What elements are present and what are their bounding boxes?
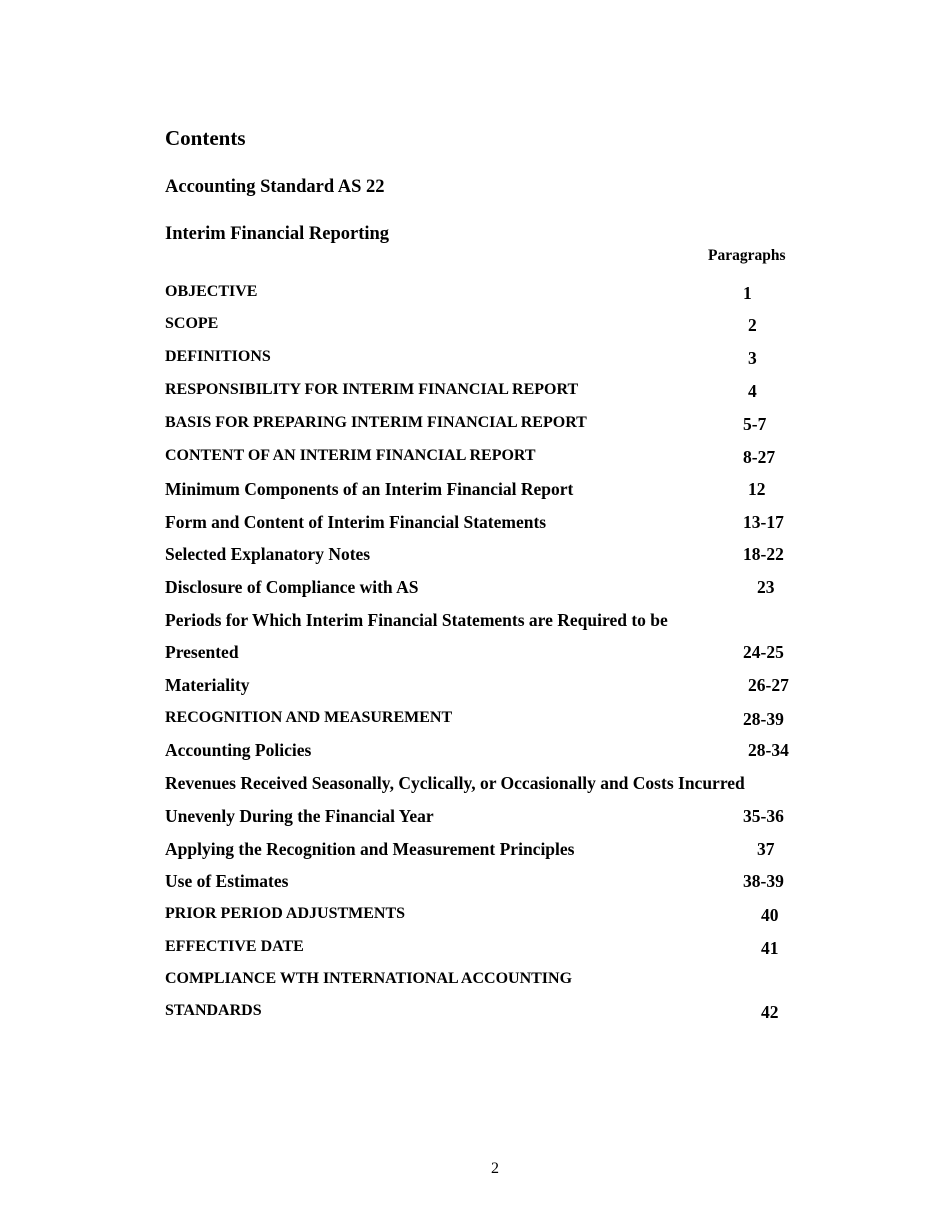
toc-entry-disclosure [165,577,845,599]
toc-entry-paragraph: 4 [748,381,757,401]
toc-entry-label: PRIOR PERIOD ADJUSTMENTS [165,905,406,922]
toc-entry-label: SCOPE [165,315,219,332]
toc-entry-compliance [165,970,845,992]
toc-entry-paragraph: 24-25 [743,642,784,662]
toc-entry-accounting-policies [165,740,845,762]
toc-entry-label: Use of Estimates [165,871,289,891]
toc-entry-presented [165,642,845,664]
toc-entry-revenues [165,773,845,795]
toc-entry-label: OBJECTIVE [165,283,258,300]
toc-entry-label: EFFECTIVE DATE [165,938,304,955]
toc-entry-paragraph: 13-17 [743,512,784,532]
toc-entry-scope [165,315,845,337]
toc-entry-label: CONTENT OF AN INTERIM FINANCIAL REPORT [165,447,536,464]
toc-entry-paragraph: 8-27 [743,447,776,467]
toc-entry-label: STANDARDS [165,1002,262,1019]
toc-entry-periods [165,610,845,632]
toc-entry-materiality [165,675,845,697]
toc-entry-estimates [165,871,845,893]
toc-entry-paragraph: 42 [761,1002,779,1022]
toc-entry-objective [165,283,845,305]
toc-entry-paragraph: 28-39 [743,709,784,729]
toc-entry-paragraph: 41 [761,938,779,958]
toc-entry-label: DEFINITIONS [165,348,271,365]
toc-entry-applying-principles [165,839,845,861]
toc-entry-label: RECOGNITION AND MEASUREMENT [165,709,453,726]
toc-entry-label: BASIS FOR PREPARING INTERIM FINANCIAL REPORT [165,414,587,431]
toc-entry-unevenly [165,806,845,828]
toc-entry-label: RESPONSIBILITY FOR INTERIM FINANCIAL REPORT [165,381,579,398]
toc-entry-recognition [165,709,845,731]
toc-entry-paragraph: 35-36 [743,806,784,826]
subject-title: Interim Financial Reporting [165,224,390,244]
toc-entry-paragraph: 40 [761,905,779,925]
toc-entry-label: Revenues Received Seasonally, Cyclically, or Occasionally and Costs Incurred [165,773,745,793]
toc-entry-definitions [165,348,845,370]
toc-entry-label: Disclosure of Compliance with AS [165,577,419,597]
toc-entry-paragraph: 5-7 [743,414,767,434]
toc-entry-form-and-content [165,512,845,534]
paragraphs-column-header: Paragraphs [708,247,786,264]
toc-entry-label: Selected Explanatory Notes [165,544,371,564]
page-number: 2 [491,1160,499,1177]
standard-title: Accounting Standard AS 22 [165,177,385,197]
toc-entry-explanatory-notes [165,544,845,566]
toc-entry-paragraph: 12 [748,479,766,499]
toc-entry-paragraph: 23 [757,577,775,597]
toc-entry-label: Periods for Which Interim Financial Statements are Required to be [165,610,668,630]
toc-entry-paragraph: 3 [748,348,757,368]
toc-entry-paragraph: 28-34 [748,740,789,760]
toc-entry-content [165,447,845,469]
toc-entry-label: Applying the Recognition and Measurement Principles [165,839,575,859]
toc-entry-paragraph: 2 [748,315,757,335]
toc-entry-paragraph: 37 [757,839,775,859]
toc-entry-minimum-components [165,479,845,501]
toc-entry-label: Form and Content of Interim Financial Statements [165,512,547,532]
toc-entry-standards [165,1002,845,1024]
toc-entry-label: COMPLIANCE WTH INTERNATIONAL ACCOUNTING [165,970,573,987]
toc-entry-paragraph: 38-39 [743,871,784,891]
toc-entry-responsibility [165,381,845,403]
toc-entry-paragraph: 18-22 [743,544,784,564]
toc-entry-effective-date [165,938,845,960]
toc-entry-basis [165,414,845,436]
toc-entry-prior-period [165,905,845,927]
toc-entry-label: Presented [165,642,239,662]
toc-entry-paragraph: 1 [743,283,752,303]
toc-entry-label: Materiality [165,675,250,695]
toc-entry-label: Unevenly During the Financial Year [165,806,434,826]
page-title: Contents [165,126,246,150]
toc-entry-label: Accounting Policies [165,740,312,760]
toc-entry-label: Minimum Components of an Interim Financial Report [165,479,574,499]
toc-entry-paragraph: 26-27 [748,675,789,695]
